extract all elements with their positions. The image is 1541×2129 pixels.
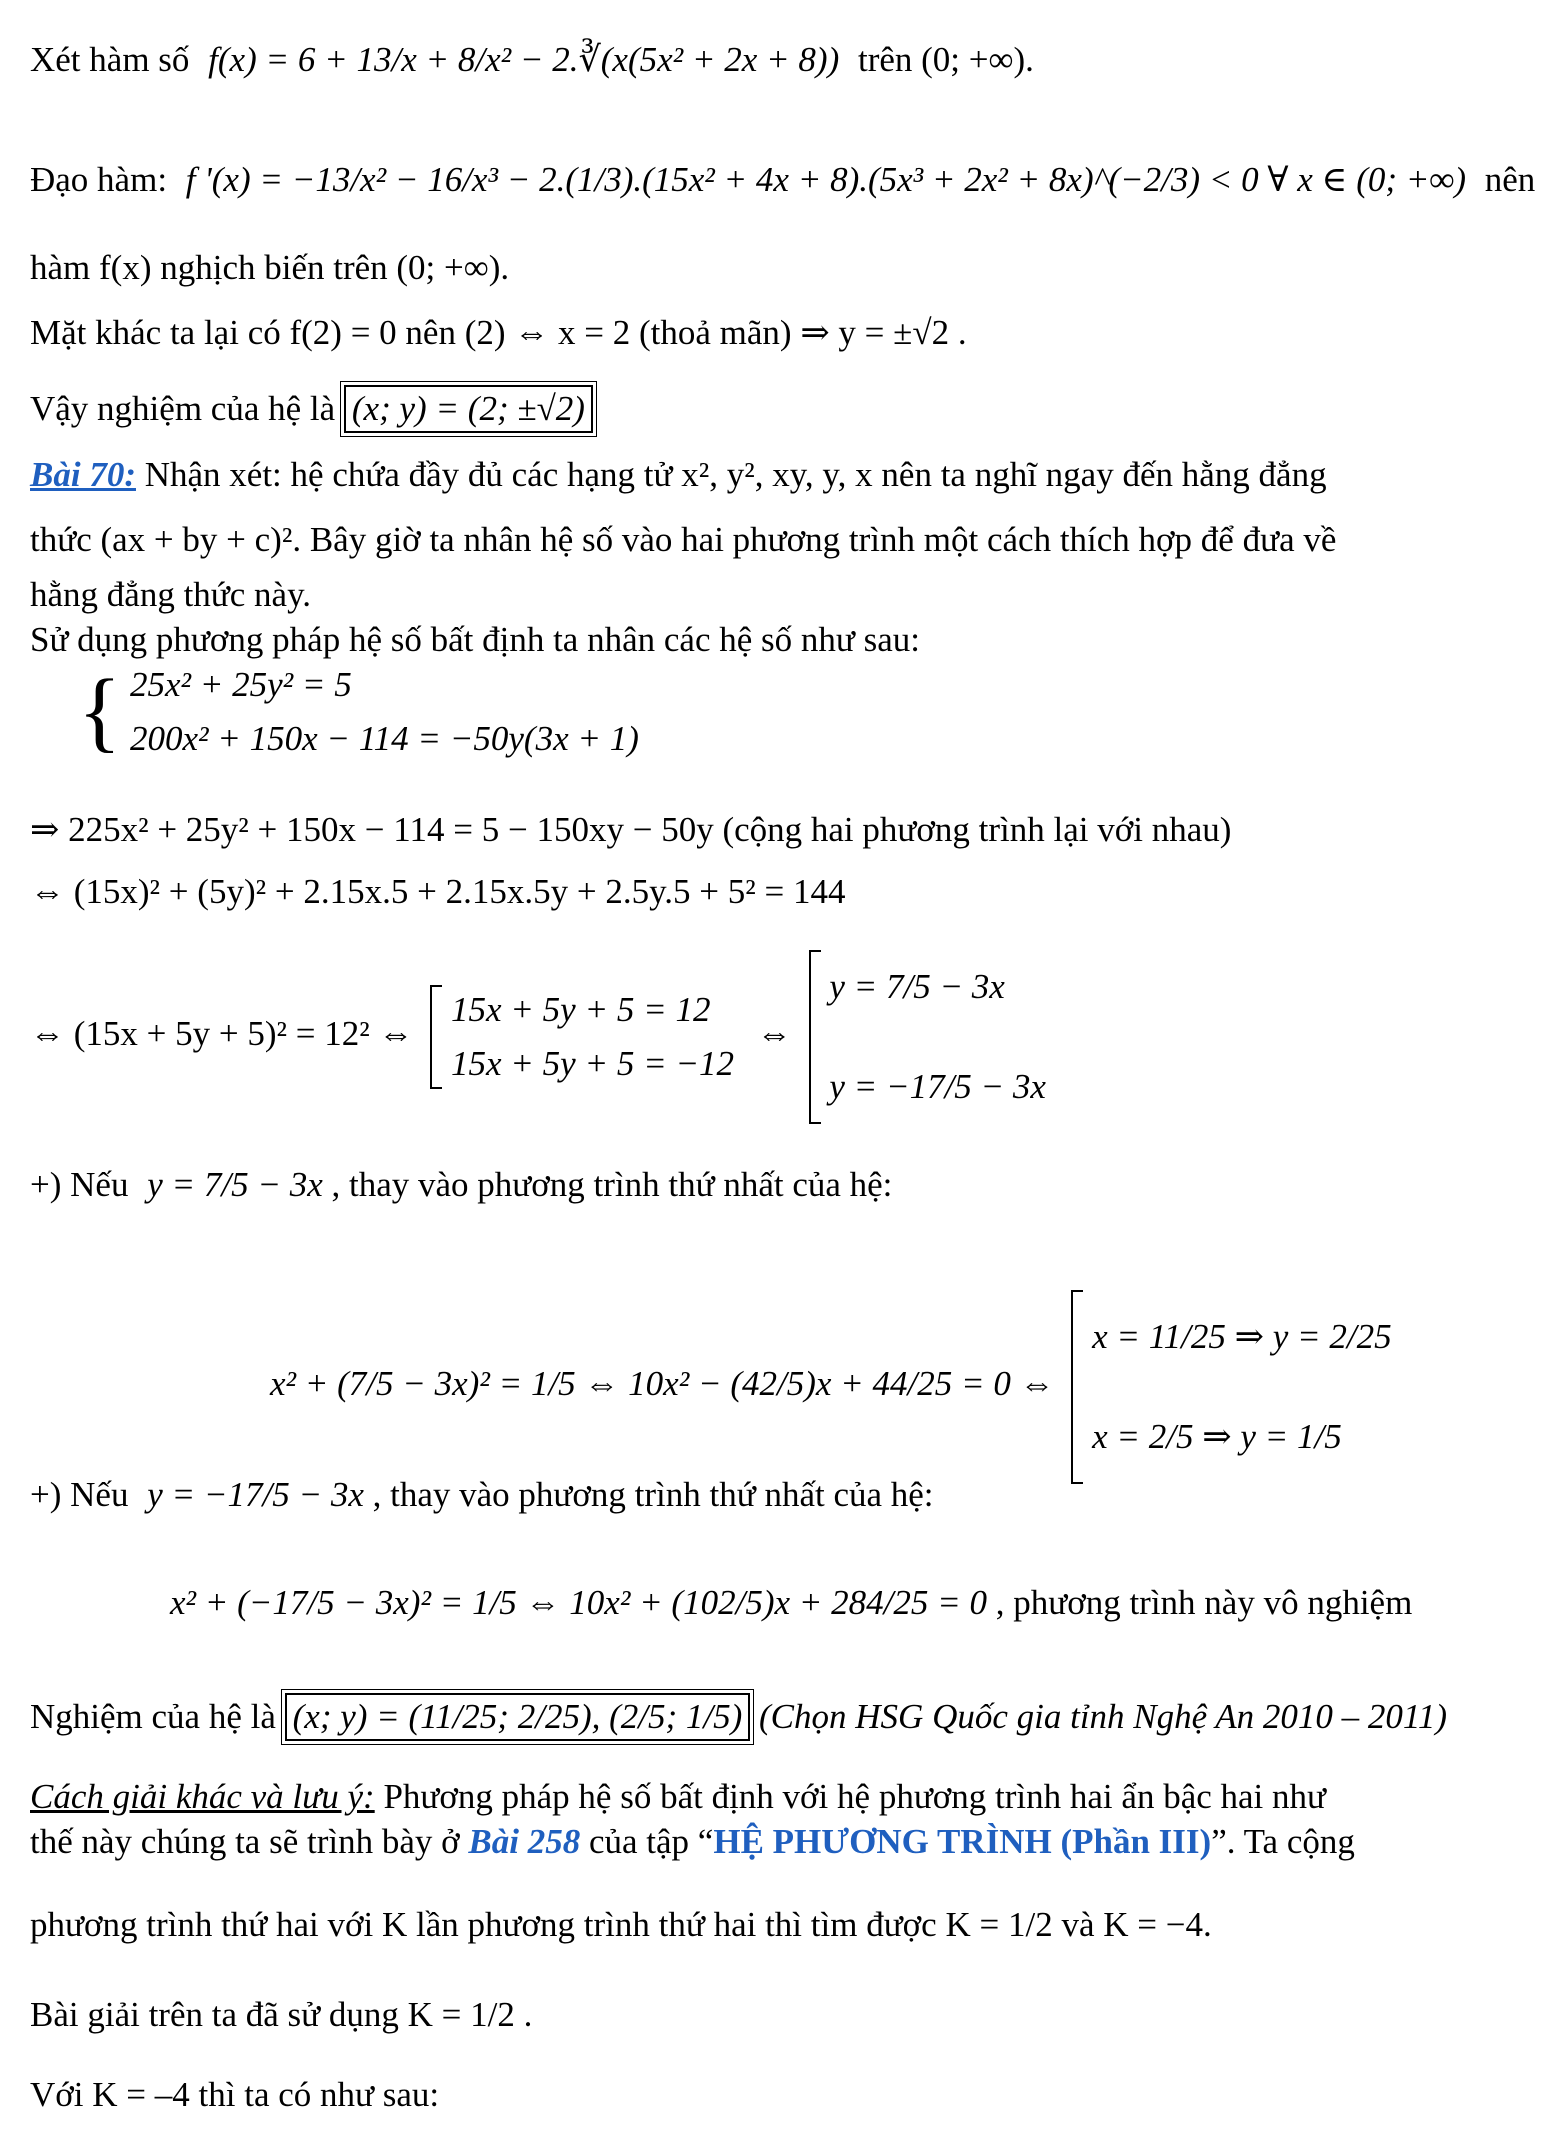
text: ⇔: [756, 1014, 792, 1054]
root-1: x = 11/25 ⇒ y = 2/25: [1092, 1316, 1392, 1356]
math: y = 7/5 − 3x: [147, 1165, 323, 1204]
boxed-answer: (x; y) = (2; ±√2): [344, 385, 593, 433]
line-derivative: [30, 160, 1535, 200]
line-reference: [30, 1822, 1355, 1862]
line-sum: ⇒ 225x² + 25y² + 150x − 114 = 5 − 150xy − 50y (cộng hai phương trình lại với nhau): [30, 810, 1232, 849]
text: , phương trình này vô nghiệm: [995, 1583, 1413, 1622]
line-final-solution: [30, 1693, 1447, 1741]
text: Nghiệm của hệ là: [30, 1697, 276, 1736]
problem-label: Bài 70:: [30, 455, 136, 494]
math-function: f(x) = 6 + 13/x + 8/x² − 2.∛(x(5x² + 2x + 8)): [208, 40, 840, 79]
case-y2: y = −17/5 − 3x: [829, 1067, 1046, 1106]
text: , thay vào phương trình thứ nhất của hệ:: [331, 1165, 893, 1204]
line-square: [30, 950, 1046, 1124]
math: y = −17/5 − 3x: [147, 1475, 364, 1514]
line-k-neg4: Với K = –4 thì ta có như sau:: [30, 2075, 440, 2114]
line-solution-1: [30, 385, 593, 433]
brace: {: [78, 662, 122, 762]
line-identity-2: hằng đẳng thức này.: [30, 575, 312, 614]
source-note: (Chọn HSG Quốc gia tỉnh Nghệ An 2010 – 2011): [759, 1697, 1447, 1736]
text: , thay vào phương trình thứ nhất của hệ:: [372, 1475, 934, 1514]
text: Xét hàm số: [30, 40, 190, 79]
math-derivative: f '(x) = −13/x² − 16/x³ − 2.(1/3).(15x² + 4x + 8).(5x³ + 2x² + 8x)^(−2/3) < 0 ∀ x ∈ (0; +∞): [185, 160, 1466, 199]
line-identity: thức (ax + by + c)². Bây giờ ta nhân hệ số vào hai phương trình một cách thích hợp để đưa về: [30, 520, 1337, 559]
reference-title: HỆ PHƯƠNG TRÌNH (Phần III): [713, 1822, 1212, 1861]
text: trên (0; +∞).: [857, 40, 1034, 79]
text: Đạo hàm:: [30, 160, 168, 199]
text: Phương pháp hệ số bất định với hệ phương trình hai ẩn bậc hai như: [383, 1777, 1326, 1816]
system-eq-2: 200x² + 150x − 114 = −50y(3x + 1): [129, 719, 639, 759]
line-case-a-solve: [270, 1290, 1392, 1484]
line-case-a: [30, 1165, 892, 1205]
math: x² + (−17/5 − 3x)² = 1/5 ⇔ 10x² + (102/5)x + 284/25 = 0: [170, 1583, 987, 1622]
system-eq-1: 25x² + 25y² = 5: [129, 665, 352, 704]
line-method: Sử dụng phương pháp hệ số bất định ta nhân các hệ số như sau:: [30, 620, 920, 659]
text: Vậy nghiệm của hệ là: [30, 389, 336, 428]
line-k-values: phương trình thứ hai với K lần phương trình thứ hai thì tìm được K = 1/2 và K = −4.: [30, 1905, 1212, 1944]
line-bai70: [30, 455, 1327, 495]
line-case-b: [30, 1475, 934, 1515]
equation-system: [78, 662, 639, 762]
line-function-def: [30, 40, 1034, 80]
case-1: 15x + 5y + 5 = 12: [451, 989, 711, 1029]
text: thế này chúng ta sẽ trình bày ở: [30, 1822, 460, 1861]
reference-problem: Bài 258: [468, 1822, 581, 1861]
line-f2: Mặt khác ta lại có f(2) = 0 nên (2) ⇔ x = 2 (thoả mãn) ⇒ y = ±√2 .: [30, 313, 967, 352]
case-y1: y = 7/5 − 3x: [829, 966, 1005, 1006]
text: Nhận xét: hệ chứa đầy đủ các hạng tử x², y², xy, y, x nên ta nghĩ ngay đến hằng đẳng: [144, 455, 1327, 494]
text: nên: [1484, 160, 1536, 199]
alt-label: Cách giải khác và lưu ý:: [30, 1777, 375, 1816]
text: của tập “: [588, 1822, 714, 1861]
text: +) Nếu: [30, 1475, 129, 1514]
case-2: 15x + 5y + 5 = −12: [451, 1044, 735, 1083]
math: x² + (7/5 − 3x)² = 1/5 ⇔ 10x² − (42/5)x + 44/25 = 0 ⇔: [270, 1364, 1055, 1404]
line-expand: ⇔ (15x)² + (5y)² + 2.15x.5 + 2.15x.5y + 2.5y.5 + 5² = 144: [30, 872, 846, 911]
root-2: x = 2/5 ⇒ y = 1/5: [1092, 1417, 1342, 1456]
line-k-used: Bài giải trên ta đã sử dụng K = 1/2 .: [30, 1995, 533, 2034]
text: ”. Ta cộng: [1211, 1822, 1355, 1861]
text: +) Nếu: [30, 1165, 129, 1204]
line-case-b-solve: [170, 1583, 1412, 1623]
line-alt-method: [30, 1777, 1326, 1817]
line-decreasing: hàm f(x) nghịch biến trên (0; +∞).: [30, 248, 510, 287]
text: ⇔ (15x + 5y + 5)² = 12² ⇔: [30, 1014, 414, 1054]
boxed-answer: (x; y) = (11/25; 2/25), (2/5; 1/5): [285, 1693, 751, 1741]
